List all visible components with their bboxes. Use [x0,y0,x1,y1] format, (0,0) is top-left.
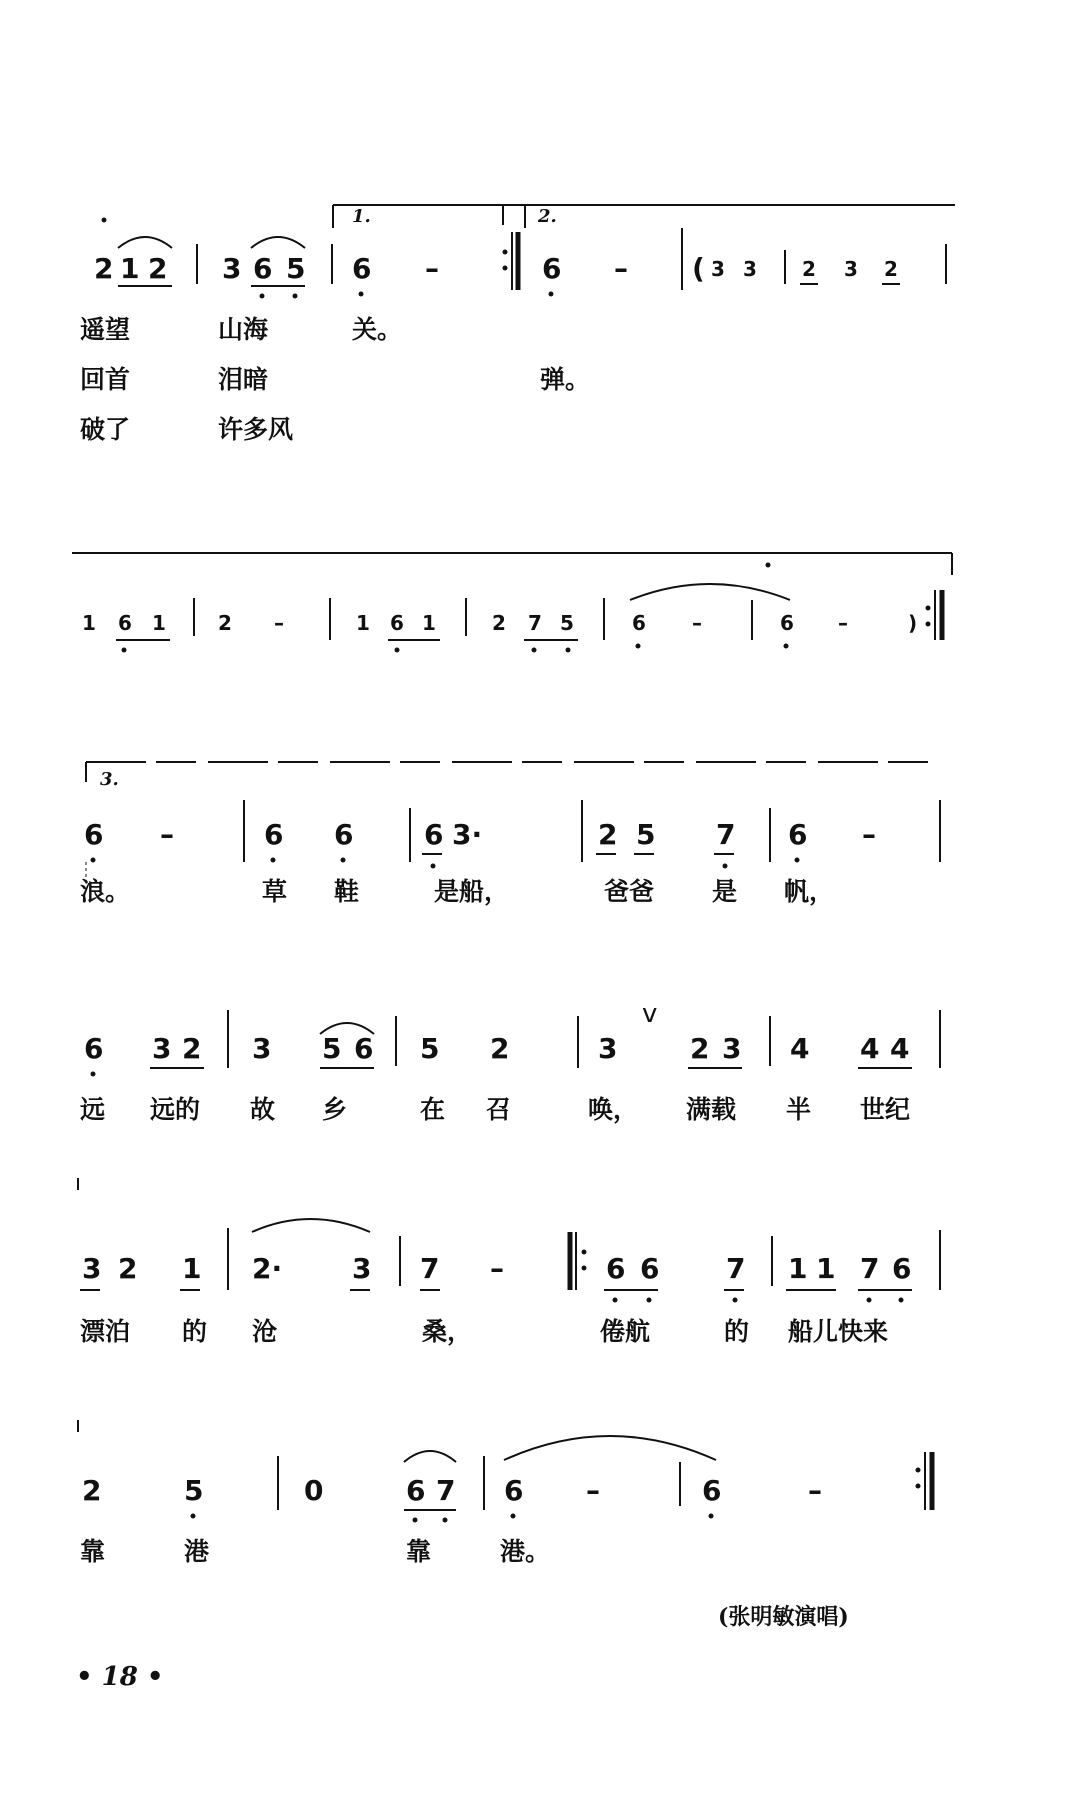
lyric: 浪。 [80,877,131,906]
note: 1 [182,1252,202,1285]
note: 6 [542,252,562,285]
note: 6 [788,818,808,851]
note: – [862,818,876,851]
note: 7 [716,818,736,851]
system-4 [80,999,940,1124]
note: 4 [860,1032,880,1065]
system-1 [80,205,955,444]
note: 7 [726,1252,746,1285]
note: – [274,611,284,635]
lyric: 倦航 [600,1317,651,1346]
note: 5 [420,1032,440,1065]
note: 2 [118,1252,138,1285]
note: 1 [816,1252,836,1285]
lyric: 靠 [80,1537,106,1566]
note: 1 [120,252,140,285]
note: 5 [184,1474,204,1507]
lyric: 满载 [686,1095,737,1124]
lyric: 半 [786,1095,812,1124]
note: 1 [82,611,96,635]
note: 3 [598,1032,618,1065]
lyric: 沧 [252,1317,278,1346]
note: 3 [844,257,858,281]
lyric: 的 [182,1317,208,1346]
note: 7 [436,1474,456,1507]
note: 6 [780,611,794,635]
note: – [614,252,628,285]
note: 6 [352,252,372,285]
lyric: 靠 [406,1537,432,1566]
system-2 [72,553,952,653]
note: 2 [802,257,816,281]
note: 5 [322,1032,342,1065]
note: 6 [406,1474,426,1507]
note: 6 [892,1252,912,1285]
page-number: • 18 • [76,1662,164,1692]
lyric: 世纪 [860,1095,911,1124]
note: ( [692,252,705,285]
lyric: 故 [250,1095,276,1124]
note: – [838,611,848,635]
note: 6 [390,611,404,635]
lyric: 是 [712,877,738,906]
lyric: 在 [420,1095,446,1124]
lyric: 山海 [218,315,269,344]
lyric: 草 [262,877,288,906]
note: 5 [636,818,656,851]
system-5 [78,1178,940,1346]
lyric: 桑， [422,1317,473,1346]
note: 1 [422,611,436,635]
note: 6 [118,611,132,635]
lyric: 的 [724,1317,750,1346]
volta-3-label: 3. [100,769,119,790]
lyric: 回首 [80,365,131,394]
note: 6 [264,818,284,851]
note: 2 [598,818,618,851]
note: 5 [286,252,306,285]
note: 5 [560,611,574,635]
system-3 [80,762,940,906]
note: 6 [334,818,354,851]
note: 7 [528,611,542,635]
lyric: 遥望 [80,315,131,344]
note: 1 [356,611,370,635]
lyric: 远 [80,1095,106,1124]
note: 2 [884,257,898,281]
note: 3· [452,818,483,851]
note: 6 [606,1252,626,1285]
lyric: 港。 [500,1537,551,1566]
note: 6 [632,611,646,635]
lyric: 远的 [150,1095,201,1124]
note: 7 [420,1252,440,1285]
note: 3 [252,1032,272,1065]
note: 2 [82,1474,102,1507]
lyric: 漂泊 [80,1317,131,1346]
note: 6 [84,818,104,851]
note: 4 [790,1032,810,1065]
note: 3 [82,1252,102,1285]
note: 7 [860,1252,880,1285]
note: 3 [722,1032,742,1065]
note: 2 [218,611,232,635]
note: 6 [504,1474,524,1507]
note: 6 [84,1032,104,1065]
note: 6 [354,1032,374,1065]
note: 6 [702,1474,722,1507]
lyric: 船儿快来 [788,1317,889,1346]
volta-1-label: 1. [352,206,371,227]
system-6 [78,1420,932,1566]
note: 3 [352,1252,372,1285]
note: 3 [711,257,725,281]
note: 3 [743,257,757,281]
lyric: 港 [184,1537,210,1566]
note: – [490,1252,504,1285]
note: 0 [304,1474,324,1507]
note: 2 [148,252,168,285]
lyric: 弹。 [540,365,591,394]
note: ) [908,611,918,635]
lyric: 关。 [352,315,403,344]
note: – [425,252,439,285]
note: 2 [490,1032,510,1065]
note: 3 [152,1032,172,1065]
lyric: 是船， [434,877,510,906]
note: – [586,1474,600,1507]
performer-credit: (张明敏演唱) [718,1604,849,1630]
lyric: 爸爸 [604,877,655,906]
note: 2 [94,252,114,285]
lyric: 鞋 [334,877,360,906]
note: 4 [890,1032,910,1065]
lyric: 唤， [588,1095,639,1124]
lyric: 泪暗 [218,365,269,394]
note: 2 [492,611,506,635]
note: 1 [788,1252,808,1285]
lyric: 召 [486,1095,512,1124]
lyric: 帆， [784,877,835,906]
note: 2 [182,1032,202,1065]
lyric: 破了 [80,415,131,444]
note: 6 [640,1252,660,1285]
note: – [692,611,702,635]
note: 2· [252,1252,283,1285]
note: – [808,1474,822,1507]
breath-mark: v [642,999,658,1029]
note: 2 [690,1032,710,1065]
note: 3 [222,252,242,285]
note: – [160,818,174,851]
volta-2-label: 2. [538,206,557,227]
lyric: 乡 [322,1095,348,1124]
note: 1 [152,611,166,635]
note: 6 [253,252,273,285]
lyric: 许多风 [218,415,294,444]
note: 6 [424,818,444,851]
